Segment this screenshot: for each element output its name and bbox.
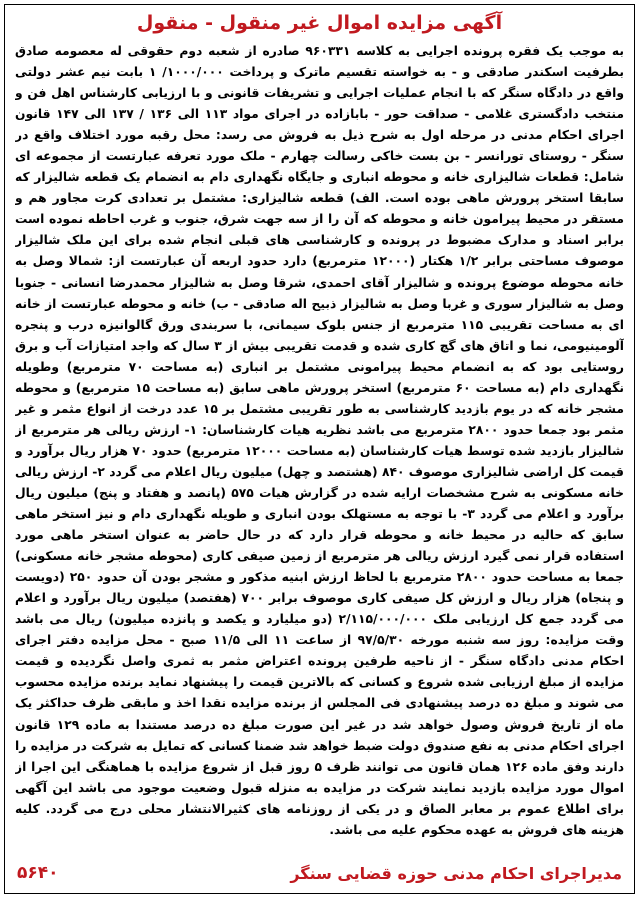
signature-line: مدیراجرای احکام مدنی حوزه قضایی سنگر [290,863,622,883]
notice-header [5,8,634,38]
notice-title: آگهی مزایده اموال غیر منقول - منقول [136,12,503,34]
reference-number: ۵۶۴۰ [17,863,59,883]
notice-footer [5,857,634,889]
legal-notice [4,4,635,894]
notice-body: به موجب یک فقره پرونده اجرایی به کلاسه ۹۶۰۳۳۱ صادره از شعبه دوم حقوقی له معصومه صادق بطرفیت اسکندر صادقی و - به خواسته تقسیم ماترک و پرداخت ۱۰۰۰/۰۰۰/ ۱ بابت نیم عشر دولتی واقع در دادگاه سنگر که با انجام عملیات اجرایی و تشریفات قانونی و با ارزیابی کارشناس اهل فن و منتخب دادگستری غلامی - صداقت حور - بابازاده در اجرای مواد ۱۱۳ الی ۱۳۶ / ۱۳۷ الی ۱۴۷ قانون اجرای احکام مدنی در مرحله اول به شرح ذیل به فروش می رسد: محل رقبه مورد اختلاف واقع در سنگر - روستای تورانسر - بن بست خاکی رسالت چهارم - ملک مورد تعرفه عبارتست از مجموعه ای شامل: قطعات شالیزاری خانه و محوطه انباری و جایگاه نگهداری دام به انضمام یک قطعه شالیزار که سابقا استخر پرورش ماهی بوده است. الف) قطعه شالیزاری: مشتمل بر تعدادی کرت مجاور هم و مستقر در محیط پیرامون خانه و محوطه که آن را از سه جهت شرق، جنوب و غرب احاطه نموده است برابر اسناد و مدارک مضبوط در پرونده و کارشناسی های قبلی انجام شده برای این ملک شالیزار موصوف مساحتی برابر ۱/۲ هکتار (۱۲۰۰۰ مترمربع) دارد حدود اربعه آن عبارتست از: شمالا وصل به خانه محوطه موضوع پرونده و شالیزار آقای احمدی، شرقا وصل به شالیزار محمدرضا انسانی - جنوبا وصل به شالیزار سوری و غربا وصل به شالیزار ذبیح اله صادقی - ب) خانه و محوطه عبارتست از خانه ای به مساحت تقریبی ۱۱۵ مترمربع از جنس بلوک سیمانی، با سربندی ورق گالوانیزه درب و پنجره آلومینیومی، نما و اتاق های گچ کاری شده و قدمت تقریبی بیش از ۳ سال که واجد امتیازات آب و برق روستایی بود که به انضمام محیط پیرامونی مشتمل بر انباری (به مساحت ۷۰ مترمربع) وطویله نگهداری دام (به مساحت ۶۰ مترمربع) استخر پرورش ماهی سابق (به مساحت ۱۵ مترمربع) و محوطه مشجر خانه که در یوم بازدید کارشناسی به طور تقریبی مشتمل بر ۱۵ عدد درخت از انواع مثمر و غیر مثمر بود جمعا حدود ۲۸۰۰ مترمربع می باشد نظریه هیات کارشناسان: ۱- ارزش ریالی هر مترمربع از شالیزار بازدید شده توسط هیات کارشناسان (به مساحت ۱۲۰۰۰ مترمربع) حدود ۷۰ هزار ریال برآورد و قیمت کل اراضی شالیزاری موصوف ۸۴۰ (هشتصد و چهل) میلیون ریال اعلام می گردد ۲- ارزش ریالی خانه مسکونی به شرح مشخصات ارایه شده در گزارش هیات ۵۷۵ (پانصد و هفتاد و پنج) میلیون ریال برآورد و اعلام می گردد ۳- با توجه به مستهلک بودن انباری و طویله نگهداری دام و نیز استخر ماهی سابق که حالیه در محیط خانه و محوطه قرار دارد که در حال حاضر به عنوان استخر ماهی مورد استفاده قرار نمی گیرد ارزش ریالی هر مترمربع از زمین صیفی کاری (محوطه مشجر خانه مسکونی) جمعا به مساحت حدود ۲۸۰۰ مترمربع با لحاظ ارزش ابنیه مذکور و مشجر بودن آن حدود ۲۵۰ (دویست و پنجاه) هزار ریال و ارزش کل صیفی کاری موصوف برابر ۷۰۰ (هفتصد) میلیون ریال برآورد و اعلام می گردد جمع کل ارزیابی ملک ۲/۱۱۵/۰۰۰/۰۰۰ (دو میلیارد و یکصد و پانزده میلیون) ریال می باشد وقت مزایده: روز سه شنبه مورخه ۹۷/۵/۳۰ از ساعت ۱۱ الی ۱۱/۵ صبح - محل مزایده دفتر اجرای احکام مدنی دادگاه سنگر - از ناحیه طرفین پرونده اعتراض مثمر به ثمری واصل نگردیده و قیمت مزایده از مبلغ ارزیابی شده شروع و کسانی که بالاترین قیمت را پیشنهاد نماید برنده مزایده محسوب می شوند و مبلغ ده درصد پیشنهادی فی المجلس از برنده مزایده نقدا اخذ و مابقی ظرف حداکثر یک ماه از تاریخ فروش وصول خواهد شد در غیر این صورت مبلغ ده درصد مستندا به ماده ۱۲۹ قانون اجرای احکام مدنی به نفع صندوق دولت ضبط خواهد شد ضمنا کسانی که تمایل به شرکت در مزایده را دارند وفق ماده ۱۲۶ همان قانون می توانند ظرف ۵ روز قبل از شروع مزایده با هماهنگی این اجرا از اموال مورد مزایده بازدید نمایند شرکت در مزایده به منزله قبول وضعیت موجود می باشد این آگهی برای اطلاع عموم بر معابر الصاق و در یکی از روزنامه های کثیرالانتشار محلی درج می گردد. کلیه هزینه های فروش به عهده محکوم علیه می باشد. [15,44,624,837]
